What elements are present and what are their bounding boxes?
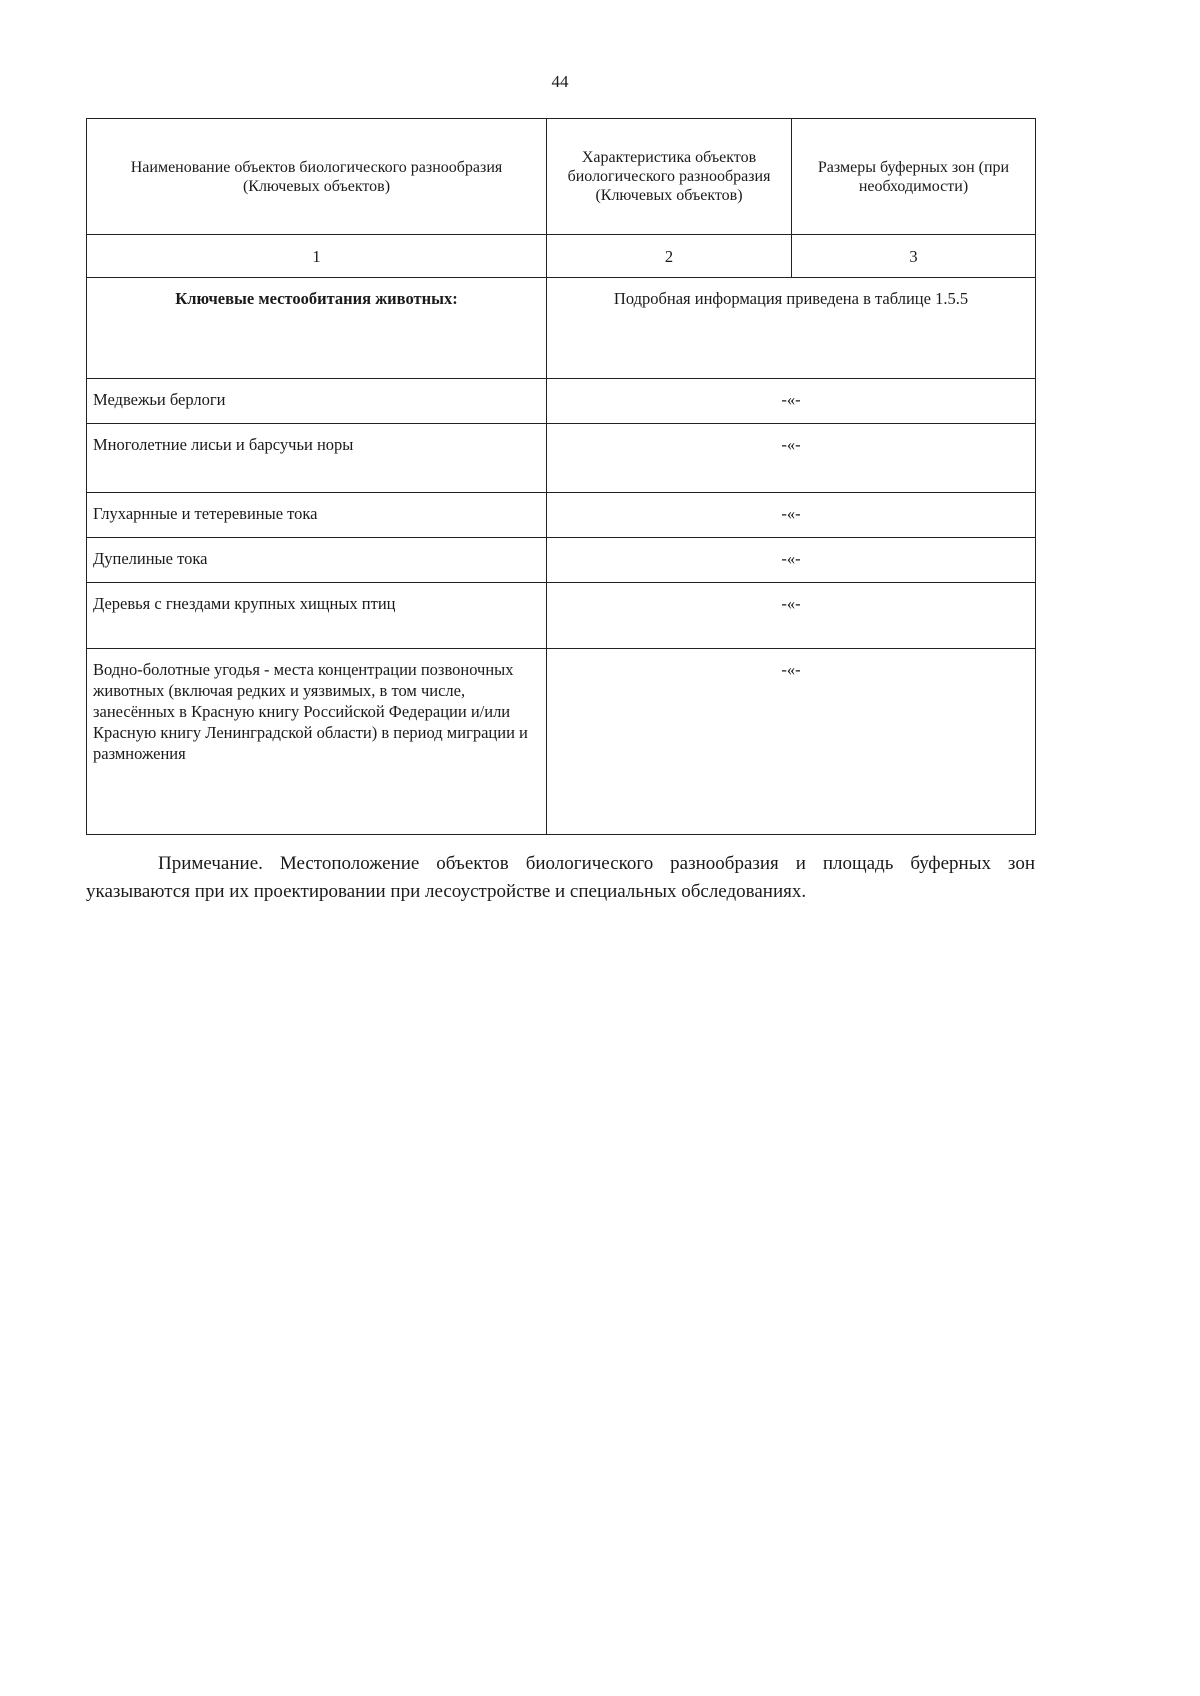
table-note: Примечание. Местоположение объектов биологического разнообразия и площадь буферных зон указываются при их проектировании при лесоустройстве и специальных обследованиях. xyxy=(86,853,1035,902)
column-number-row xyxy=(87,235,1036,278)
row-name: Деревья с гнездами крупных хищных птиц xyxy=(87,583,547,649)
row-name: Многолетние лисьи и барсучьи норы xyxy=(87,424,547,493)
row-name: Дупелиные тока xyxy=(87,538,547,583)
page-number: 44 xyxy=(551,72,569,91)
section-label: Ключевые местообитания животных: xyxy=(87,278,547,379)
table-row xyxy=(87,424,1036,493)
row-name: Водно-болотные угодья - места концентрации позвоночных животных (включая редких и уязвимых, в том числе, занесённых в Красную книгу Российской Федерации и/или Красную книгу Ленинградской области) в период миграции и размножения xyxy=(87,649,547,835)
table-row xyxy=(87,538,1036,583)
column-number: 3 xyxy=(792,235,1036,278)
column-number: 1 xyxy=(87,235,547,278)
row-value: -«- xyxy=(547,538,1036,583)
section-row xyxy=(87,278,1036,379)
row-value: -«- xyxy=(547,424,1036,493)
table-row xyxy=(87,379,1036,424)
table-header-row xyxy=(87,119,1036,235)
table-row xyxy=(87,649,1036,835)
row-name: Глухарнные и тетеревиные тока xyxy=(87,493,547,538)
row-value: -«- xyxy=(547,583,1036,649)
section-info: Подробная информация приведена в таблице 1.5.5 xyxy=(547,278,1036,379)
row-value: -«- xyxy=(547,379,1036,424)
biodiversity-table xyxy=(86,118,1036,835)
row-name: Медвежьи берлоги xyxy=(87,379,547,424)
header-cell-buffer-size: Размеры буферных зон (при необходимости) xyxy=(792,119,1036,235)
column-number: 2 xyxy=(547,235,792,278)
row-value: -«- xyxy=(547,649,1036,835)
header-cell-name: Наименование объектов биологического разнообразия (Ключевых объектов) xyxy=(87,119,547,235)
header-cell-characteristic: Характеристика объектов биологического разнообразия (Ключевых объектов) xyxy=(547,119,792,235)
row-value: -«- xyxy=(547,493,1036,538)
table-row xyxy=(87,583,1036,649)
table-row xyxy=(87,493,1036,538)
